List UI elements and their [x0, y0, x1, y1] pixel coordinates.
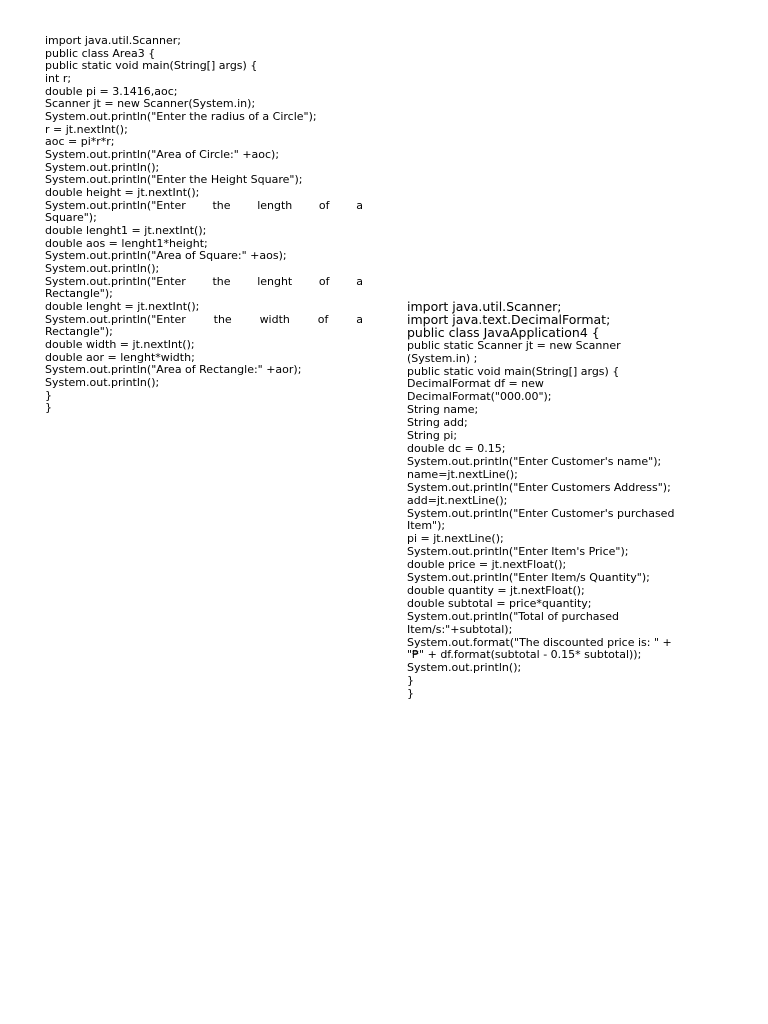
- code-line: System.out.println();: [45, 160, 160, 174]
- code-line: System.out.println("Enter the length of a: [45, 198, 363, 212]
- code-line: Square");: [45, 211, 97, 225]
- code-line: System.out.println("Enter the radius of a Circle");: [45, 110, 317, 124]
- code-line: System.out.println("Enter Item/s Quantity");: [407, 571, 650, 585]
- code-line: System.out.println("Enter the width of a: [45, 312, 363, 326]
- javaapplication4-code-block: [407, 301, 717, 701]
- area3-code-block: [45, 35, 363, 415]
- code-line: double subtotal = price*quantity;: [407, 596, 592, 610]
- code-line: public class JavaApplication4 {: [407, 324, 600, 340]
- code-line: double dc = 0.15;: [407, 441, 506, 455]
- code-line: System.out.println("Area of Square:" +aos);: [45, 249, 287, 263]
- code-line: Rectangle");: [45, 325, 113, 339]
- code-line: "₱" + df.format(subtotal - 0.15* subtotal));: [407, 648, 642, 662]
- code-line: public static void main(String[] args) {: [45, 59, 258, 73]
- code-line: double lenght = jt.nextInt();: [45, 300, 200, 314]
- code-line: double pi = 3.1416,aoc;: [45, 84, 178, 98]
- code-line: System.out.println();: [45, 376, 160, 390]
- code-line: int r;: [45, 72, 72, 86]
- code-line: String pi;: [407, 429, 458, 443]
- code-line: System.out.println();: [407, 661, 522, 675]
- code-line: r = jt.nextInt();: [45, 122, 128, 136]
- code-line: name=jt.nextLine();: [407, 467, 518, 481]
- code-line: System.out.println("Enter the lenght of a: [45, 274, 363, 288]
- code-line: Item");: [407, 519, 446, 533]
- code-line: System.out.format("The discounted price is: " +: [407, 635, 672, 649]
- code-line: System.out.println("Area of Circle:" +aoc);: [45, 148, 280, 162]
- code-line: }: [407, 687, 414, 701]
- code-line: System.out.println("Enter Customer's purchased: [407, 506, 675, 520]
- code-line: Item/s:"+subtotal);: [407, 622, 513, 636]
- code-line: double height = jt.nextInt();: [45, 186, 200, 200]
- code-line: public static void main(String[] args) {: [407, 364, 620, 378]
- code-line: String name;: [407, 403, 479, 417]
- code-line: import java.util.Scanner;: [407, 299, 562, 314]
- code-line: double price = jt.nextFloat();: [407, 558, 567, 572]
- code-line: (System.in) ;: [407, 351, 478, 365]
- code-line: double lenght1 = jt.nextInt();: [45, 224, 207, 238]
- code-line: public class Area3 {: [45, 46, 156, 60]
- code-line: String add;: [407, 416, 468, 430]
- code-line: import java.text.DecimalFormat;: [407, 311, 611, 327]
- code-line: System.out.println("Area of Rectangle:" +aor);: [45, 363, 302, 377]
- code-line: }: [407, 674, 414, 688]
- code-line: double aos = lenght1*height;: [45, 236, 208, 250]
- code-line: DecimalFormat df = new: [407, 377, 544, 391]
- code-line: }: [45, 401, 52, 415]
- code-line: System.out.println("Enter Customer's name");: [407, 454, 662, 468]
- code-line: public static Scanner jt = new Scanner: [407, 338, 621, 352]
- code-line: add=jt.nextLine();: [407, 493, 508, 507]
- code-line: Scanner jt = new Scanner(System.in);: [45, 97, 256, 111]
- code-line: Rectangle");: [45, 287, 113, 301]
- code-line: aoc = pi*r*r;: [45, 135, 115, 149]
- code-line: double quantity = jt.nextFloat();: [407, 583, 585, 597]
- code-line: System.out.println();: [45, 262, 160, 276]
- code-line: }: [45, 388, 52, 402]
- code-line: double width = jt.nextInt();: [45, 338, 195, 352]
- code-line: System.out.println("Enter Customers Address");: [407, 480, 671, 494]
- code-line: import java.util.Scanner;: [45, 34, 181, 47]
- code-line: System.out.println("Enter Item's Price");: [407, 545, 629, 559]
- code-line: System.out.println("Total of purchased: [407, 609, 620, 623]
- code-line: DecimalFormat("000.00");: [407, 390, 552, 404]
- code-line: double aor = lenght*width;: [45, 350, 195, 364]
- code-line: pi = jt.nextLine();: [407, 532, 504, 546]
- code-line: System.out.println("Enter the Height Square");: [45, 173, 303, 187]
